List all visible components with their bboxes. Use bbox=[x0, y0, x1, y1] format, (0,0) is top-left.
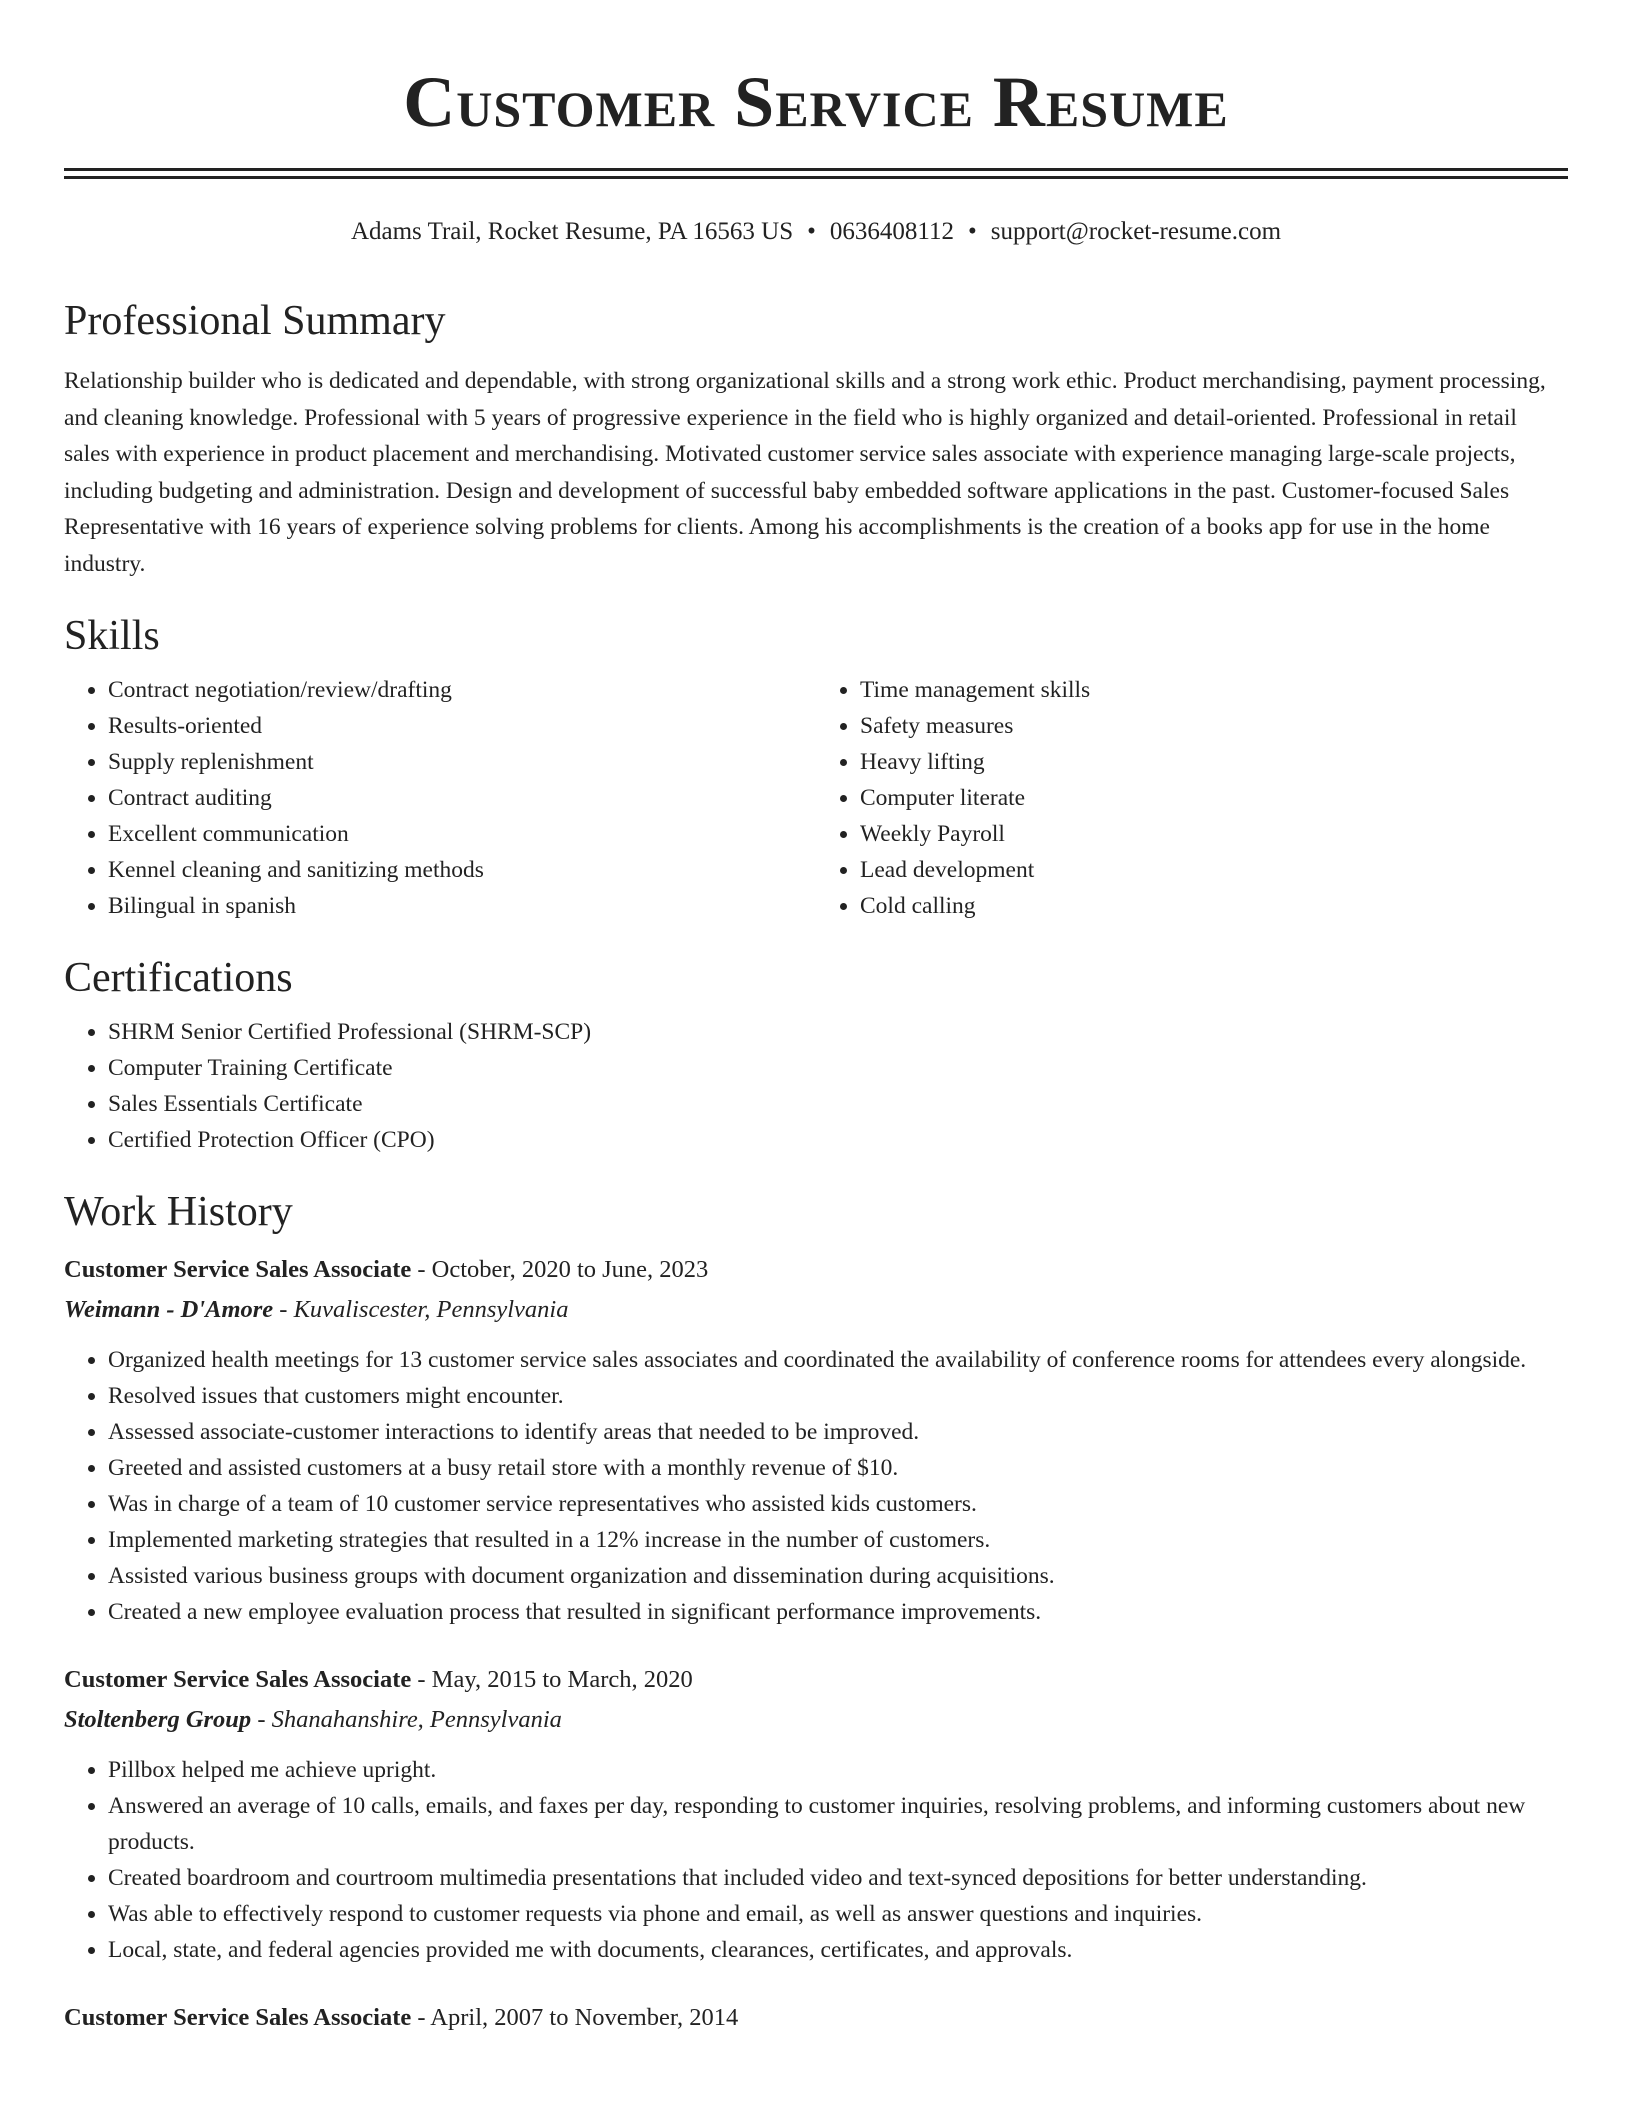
summary-heading: Professional Summary bbox=[64, 298, 446, 344]
company-location: - Kuvaliscester, Pennsylvania bbox=[273, 1296, 569, 1323]
job-title-line bbox=[64, 1660, 1568, 1700]
list-item: • Was in charge of a team of 10 customer service representatives who assisted kids customers. bbox=[108, 1486, 1568, 1522]
company-name: Stoltenberg Group bbox=[64, 1706, 252, 1733]
job-dates: - October, 2020 to June, 2023 bbox=[411, 1256, 709, 1283]
list-item: • Implemented marketing strategies that resulted in a 12% increase in the number of customers. bbox=[108, 1522, 1568, 1558]
certifications-section bbox=[64, 952, 1568, 1158]
list-item: • Time management skills bbox=[860, 672, 1568, 708]
separator-dot: • bbox=[807, 218, 816, 245]
list-item: • Greeted and assisted customers at a busy retail store with a monthly revenue of $10. bbox=[108, 1450, 1568, 1486]
list-item: • SHRM Senior Certified Professional (SHRM-SCP) bbox=[108, 1014, 1568, 1050]
job-title: Customer Service Sales Associate bbox=[64, 1666, 412, 1693]
list-item: • Computer literate bbox=[860, 780, 1568, 816]
company-location: - Shanahanshire, Pennsylvania bbox=[251, 1706, 562, 1733]
list-item: • Contract auditing bbox=[108, 780, 816, 816]
list-item: • Supply replenishment bbox=[108, 744, 816, 780]
list-item: • Heavy lifting bbox=[860, 744, 1568, 780]
company-name: Weimann - D'Amore bbox=[64, 1296, 274, 1323]
skills-left-list bbox=[64, 672, 816, 924]
list-item: • Lead development bbox=[860, 852, 1568, 888]
list-item: • Contract negotiation/review/drafting bbox=[108, 672, 816, 708]
job-title: Customer Service Sales Associate bbox=[64, 1256, 412, 1283]
list-item: • Results-oriented bbox=[108, 708, 816, 744]
address: Adams Trail, Rocket Resume, PA 16563 US bbox=[350, 218, 794, 245]
skills-section bbox=[64, 610, 1568, 924]
work-history-section bbox=[64, 1186, 1568, 2038]
resume-title: Customer Service Resume bbox=[403, 62, 1229, 142]
list-item: • Assessed associate-customer interactions to identify areas that needed to be improved. bbox=[108, 1414, 1568, 1450]
company-line bbox=[64, 1700, 1568, 1740]
list-item: • Created a new employee evaluation process that resulted in significant performance improvements. bbox=[108, 1594, 1568, 1630]
job-title-line bbox=[64, 1250, 1568, 1290]
skills-heading: Skills bbox=[64, 613, 160, 659]
list-item: • Resolved issues that customers might encounter. bbox=[108, 1378, 1568, 1414]
list-item: • Excellent communication bbox=[108, 816, 816, 852]
certifications-heading: Certifications bbox=[64, 955, 293, 1001]
list-item: • Bilingual in spanish bbox=[108, 888, 816, 924]
job-entry bbox=[64, 1660, 1568, 1968]
separator-dot: • bbox=[967, 218, 977, 245]
job-dates: - May, 2015 to March, 2020 bbox=[411, 1666, 693, 1693]
certifications-list bbox=[64, 1014, 1568, 1158]
job-bullets bbox=[64, 1342, 1568, 1630]
phone: 0636408112 bbox=[829, 218, 954, 245]
list-item: • Computer Training Certificate bbox=[108, 1050, 1568, 1086]
list-item: • Kennel cleaning and sanitizing methods bbox=[108, 852, 816, 888]
job-bullets bbox=[64, 1752, 1568, 1968]
list-item: • Pillbox helped me achieve upright. bbox=[108, 1752, 1568, 1788]
skills-columns bbox=[64, 672, 1568, 924]
contact-line bbox=[64, 215, 1568, 249]
email: support@rocket-resume.com bbox=[990, 218, 1282, 245]
list-item: • Weekly Payroll bbox=[860, 816, 1568, 852]
job-title-line bbox=[64, 1998, 1568, 2038]
summary-section bbox=[64, 295, 1568, 582]
list-item: • Created boardroom and courtroom multimedia presentations that included video and text-synced depositions for better understanding. bbox=[108, 1860, 1568, 1896]
list-item: • Cold calling bbox=[860, 888, 1568, 924]
list-item: • Organized health meetings for 13 customer service sales associates and coordinated the availability of conference rooms for attendees every alongside. bbox=[108, 1342, 1568, 1378]
summary-text: Relationship builder who is dedicated and dependable, with strong organizational skills and a strong work ethic. Product merchandising, payment processing, and cleaning knowledge. Professional with 5 years of progressive experience in the field who is highly organized and detail-oriented. Professional in retail sales with experience in product placement and merchandising. Motivated customer service sales associate with experience managing large-scale projects, including budgeting and administration. Design and development of successful baby embedded software applications in the past. Customer-focused Sales Representative with 16 years of experience solving problems for clients. Among his accomplishments is the creation of a books app for use in the home industry. bbox=[64, 368, 1546, 577]
list-item: • Local, state, and federal agencies provided me with documents, clearances, certificates, and approvals. bbox=[108, 1932, 1568, 1968]
company-line bbox=[64, 1290, 1568, 1330]
list-item: • Answered an average of 10 calls, emails, and faxes per day, responding to customer inquiries, resolving problems, and informing customers about new products. bbox=[108, 1788, 1568, 1860]
skills-right-list bbox=[816, 672, 1568, 924]
job-title: Customer Service Sales Associate bbox=[64, 2004, 412, 2031]
list-item: • Safety measures bbox=[860, 708, 1568, 744]
list-item: • Assisted various business groups with document organization and dissemination during acquisitions. bbox=[108, 1558, 1568, 1594]
job-entry bbox=[64, 1250, 1568, 1630]
job-dates: - April, 2007 to November, 2014 bbox=[411, 2004, 739, 2031]
job-entry bbox=[64, 1998, 1568, 2038]
list-item: • Sales Essentials Certificate bbox=[108, 1086, 1568, 1122]
list-item: • Was able to effectively respond to customer requests via phone and email, as well as answer questions and inquiries. bbox=[108, 1896, 1568, 1932]
work-history-heading: Work History bbox=[64, 1189, 293, 1235]
list-item: • Certified Protection Officer (CPO) bbox=[108, 1122, 1568, 1158]
title-divider bbox=[64, 168, 1568, 179]
